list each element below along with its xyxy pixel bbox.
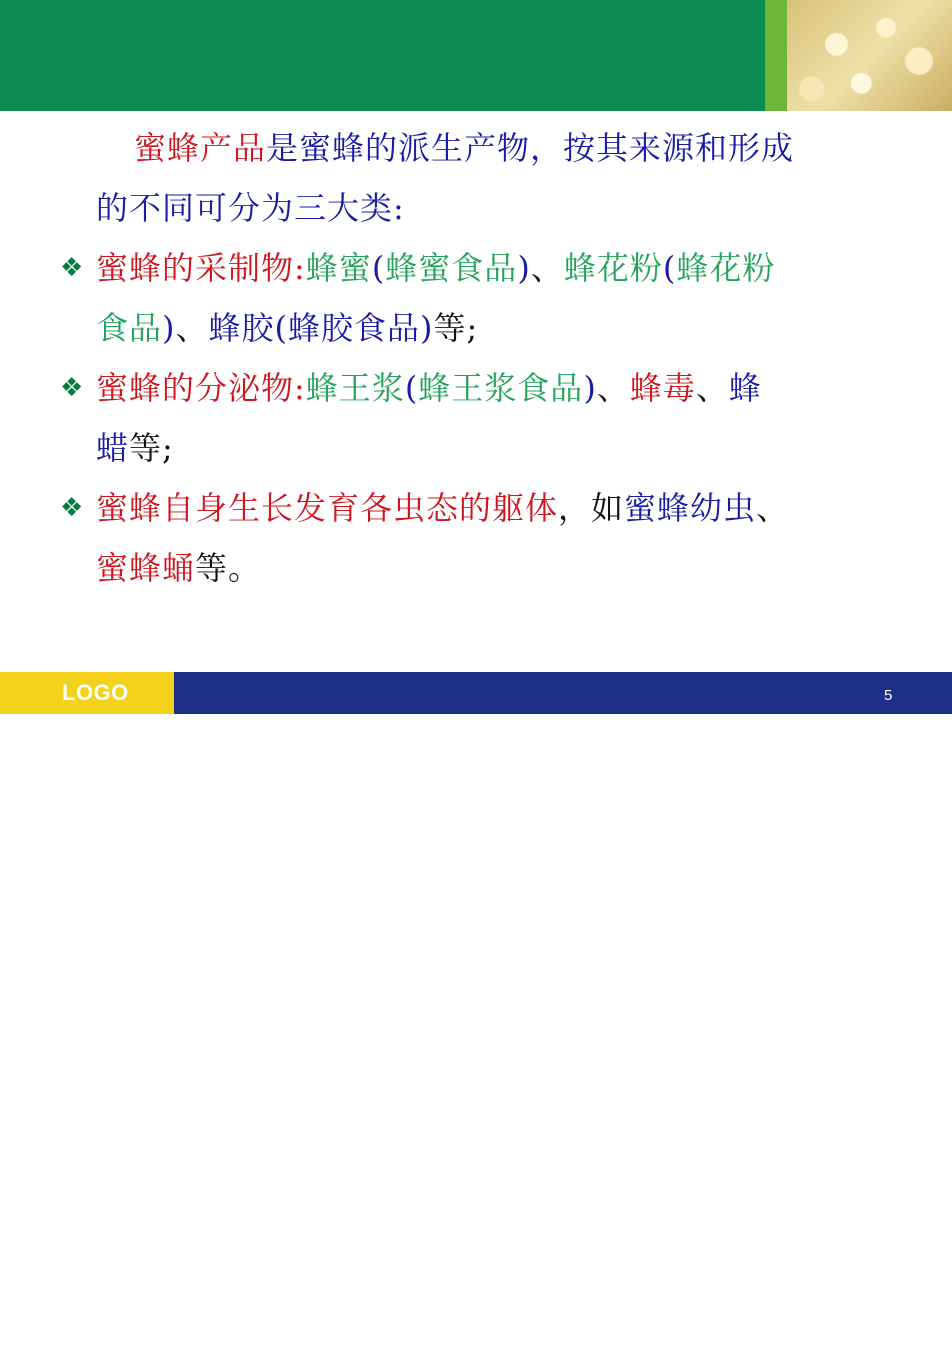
item-1-text: ) [517,249,531,287]
item-2-text: ) [583,369,597,407]
item-2-text: 蜂王浆 [305,369,405,407]
bullet-icon: ❖ [60,253,84,283]
logo: LOGO [62,680,129,705]
item-3-text: 、 [756,489,790,527]
item-1-text: 蜂花粉 [563,249,663,287]
header-photo [787,0,952,111]
item-1-text: 蜂蜜 [305,249,372,287]
bullet-icon: ❖ [60,493,84,523]
item-1-text: 食品 [96,309,163,347]
item-1-line-2 [96,308,478,348]
intro-line-1 [134,128,794,168]
item-2-label: 蜜蜂的分泌物: [96,369,306,407]
item-1-text: 蜂花粉 [676,249,776,287]
item-1-label: 蜜蜂的采制物: [96,249,306,287]
item-3-line-1 [96,488,789,528]
item-3-text: ，如 [558,489,625,527]
item-2-text: 、 [596,369,630,407]
item-3-text: 蜜蜂蛹 [96,549,196,587]
item-2-text: 蜂毒 [629,369,696,407]
item-2-text: 蜂 [728,369,762,407]
item-2-text: 、 [695,369,729,407]
item-1-text: 、 [530,249,564,287]
item-2-text: ( [404,369,419,407]
item-1-text: 、 [175,309,209,347]
intro-term: 蜜蜂产品 [134,129,267,167]
header-accent-stripe [765,0,787,111]
item-3-line-2 [96,548,261,588]
footer-bar [174,672,952,714]
item-1-text: (蜂胶食品) [274,309,434,347]
item-2-line-1 [96,368,762,408]
item-2-line-2 [96,428,174,468]
item-1-text: ( [662,249,677,287]
item-3-label: 蜜蜂自身生长发育各虫态的躯体 [96,489,559,527]
item-1-text: 等; [433,309,479,347]
item-1-text: 蜂胶 [208,309,275,347]
item-1-text: 蜂蜜食品 [385,249,518,287]
item-3-text: 等。 [195,549,262,587]
item-2-text: 蜂王浆食品 [418,369,584,407]
header-bar [0,0,765,111]
item-1-text: ) [162,309,176,347]
intro-line-2: 的不同可分为三大类: [96,189,405,227]
item-2-text: 等; [129,429,174,467]
item-1-line-1 [96,248,775,288]
page-number: 5 [884,687,893,704]
item-2-text: 蜡 [96,429,130,467]
item-1-text: ( [371,249,386,287]
intro-text: 是蜜蜂的派生产物，按其来源和形成 [266,129,795,167]
item-3-text: 蜜蜂幼虫 [624,489,757,527]
bullet-icon: ❖ [60,373,84,403]
